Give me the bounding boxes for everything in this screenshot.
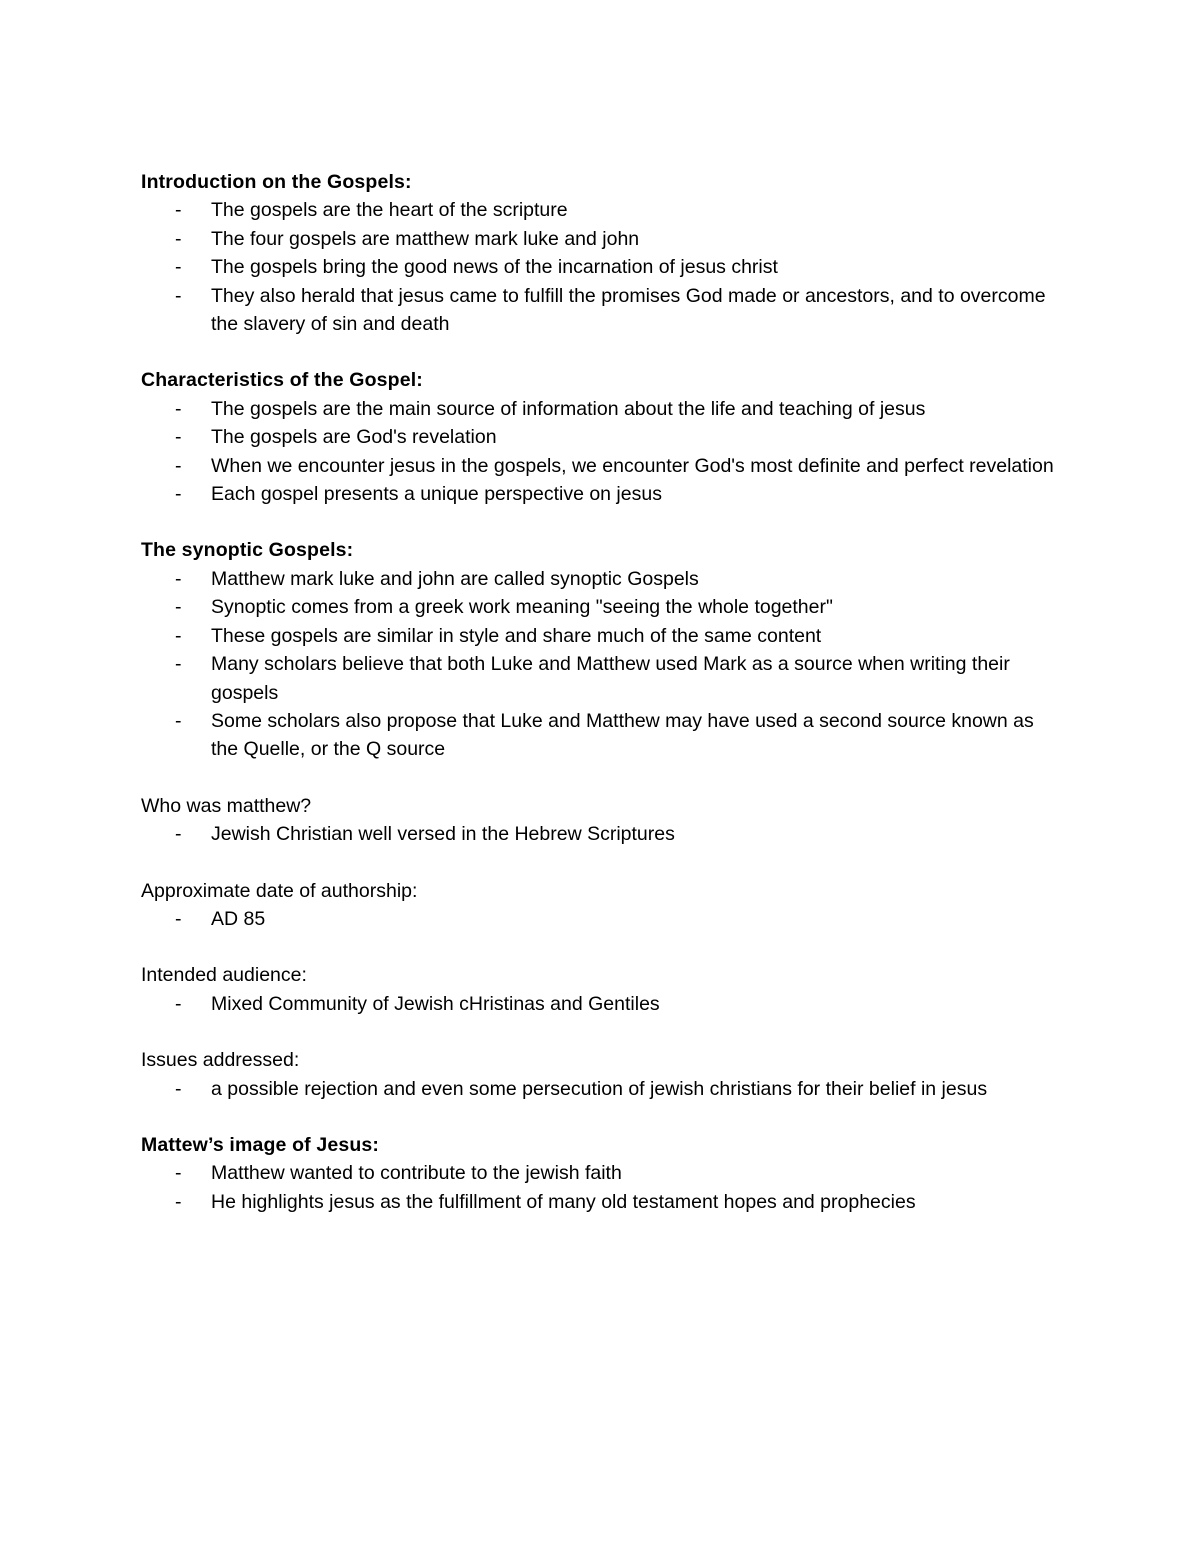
bullet-dash: - xyxy=(175,397,182,420)
section xyxy=(141,961,1061,1018)
list-item-text: When we encounter jesus in the gospels, we encounter God's most definite and perfect revelation xyxy=(211,454,1054,477)
bullet-dash: - xyxy=(175,992,182,1015)
bullet-list xyxy=(141,395,1061,509)
list-item-text: Matthew wanted to contribute to the jewish faith xyxy=(211,1162,622,1185)
list-item xyxy=(141,650,1061,707)
list-item xyxy=(141,395,1061,423)
list-item xyxy=(141,990,1061,1018)
bullet-dash: - xyxy=(175,653,182,676)
list-item xyxy=(141,1188,1061,1216)
list-item xyxy=(141,1159,1061,1187)
section xyxy=(141,536,1061,763)
list-item-text: The gospels are the heart of the scripture xyxy=(211,199,568,222)
list-item-text: The four gospels are matthew mark luke and john xyxy=(211,227,640,250)
list-item xyxy=(141,452,1061,480)
bullet-dash: - xyxy=(175,1162,182,1185)
list-item-text: The gospels bring the good news of the incarnation of jesus christ xyxy=(211,256,778,279)
bullet-list xyxy=(141,1159,1061,1216)
list-item-text: a possible rejection and even some persecution of jewish christians for their belief in jesus xyxy=(211,1077,988,1100)
list-item-text: The gospels are the main source of information about the life and teaching of jesus xyxy=(211,397,926,420)
list-item xyxy=(141,622,1061,650)
bullet-list xyxy=(141,990,1061,1018)
bullet-dash: - xyxy=(175,709,182,732)
bullet-dash: - xyxy=(175,454,182,477)
bullet-dash: - xyxy=(175,907,182,930)
bullet-list xyxy=(141,905,1061,933)
list-item-text: These gospels are similar in style and share much of the same content xyxy=(211,624,822,647)
bullet-dash: - xyxy=(175,256,182,279)
section-heading: Issues addressed: xyxy=(141,1049,300,1072)
list-item-text: They also herald that jesus came to fulfill the promises God made or ancestors, and to overcome the slavery of sin and death xyxy=(211,284,1046,336)
list-item-text: AD 85 xyxy=(211,907,266,930)
bullet-dash: - xyxy=(175,596,182,619)
list-item xyxy=(141,480,1061,508)
section-heading: Introduction on the Gospels: xyxy=(141,171,412,193)
bullet-list xyxy=(141,820,1061,848)
list-item xyxy=(141,565,1061,593)
section-heading: Intended audience: xyxy=(141,964,307,987)
section-heading: Characteristics of the Gospel: xyxy=(141,369,423,392)
bullet-dash: - xyxy=(175,823,182,846)
list-item xyxy=(141,1075,1061,1103)
section-heading: Who was matthew? xyxy=(141,794,312,817)
bullet-dash: - xyxy=(175,483,182,506)
list-item xyxy=(141,707,1061,764)
list-item xyxy=(141,282,1061,339)
list-item-text: Mixed Community of Jewish cHristinas and Gentiles xyxy=(211,992,660,1015)
bullet-dash: - xyxy=(175,1190,182,1213)
bullet-dash: - xyxy=(175,624,182,647)
section xyxy=(141,792,1061,849)
bullet-dash: - xyxy=(175,227,182,250)
list-item xyxy=(141,593,1061,621)
list-item-text: Jewish Christian well versed in the Hebrew Scriptures xyxy=(211,823,675,846)
bullet-dash: - xyxy=(175,199,182,222)
section xyxy=(141,1131,1061,1216)
bullet-list xyxy=(141,565,1061,764)
list-item xyxy=(141,820,1061,848)
list-item xyxy=(141,905,1061,933)
list-item xyxy=(141,423,1061,451)
bullet-list xyxy=(141,1075,1061,1103)
section xyxy=(141,366,1061,508)
section xyxy=(141,877,1061,934)
list-item-text: He highlights jesus as the fulfillment of many old testament hopes and prophecies xyxy=(211,1190,916,1213)
section xyxy=(141,1046,1061,1103)
bullet-list xyxy=(141,196,1061,338)
list-item xyxy=(141,253,1061,281)
bullet-dash: - xyxy=(175,426,182,449)
list-item-text: Each gospel presents a unique perspective on jesus xyxy=(211,483,662,506)
list-item-text: Some scholars also propose that Luke and Matthew may have used a second source known as the Quelle, or the Q source xyxy=(211,709,1034,761)
list-item-text: Synoptic comes from a greek work meaning "seeing the whole together" xyxy=(211,596,833,619)
section-heading: Mattew’s image of Jesus: xyxy=(141,1133,380,1156)
list-item-text: Matthew mark luke and john are called synoptic Gospels xyxy=(211,567,699,590)
bullet-dash: - xyxy=(175,567,182,590)
list-item xyxy=(141,196,1061,224)
bullet-dash: - xyxy=(175,284,182,307)
list-item-text: The gospels are God's revelation xyxy=(211,426,497,449)
section-heading: The synoptic Gospels: xyxy=(141,539,354,562)
section-heading: Approximate date of authorship: xyxy=(141,879,418,902)
document-body xyxy=(141,168,1061,1244)
list-item xyxy=(141,225,1061,253)
bullet-dash: - xyxy=(175,1077,182,1100)
section xyxy=(141,168,1061,338)
list-item-text: Many scholars believe that both Luke and Matthew used Mark as a source when writing their gospels xyxy=(211,653,1010,704)
